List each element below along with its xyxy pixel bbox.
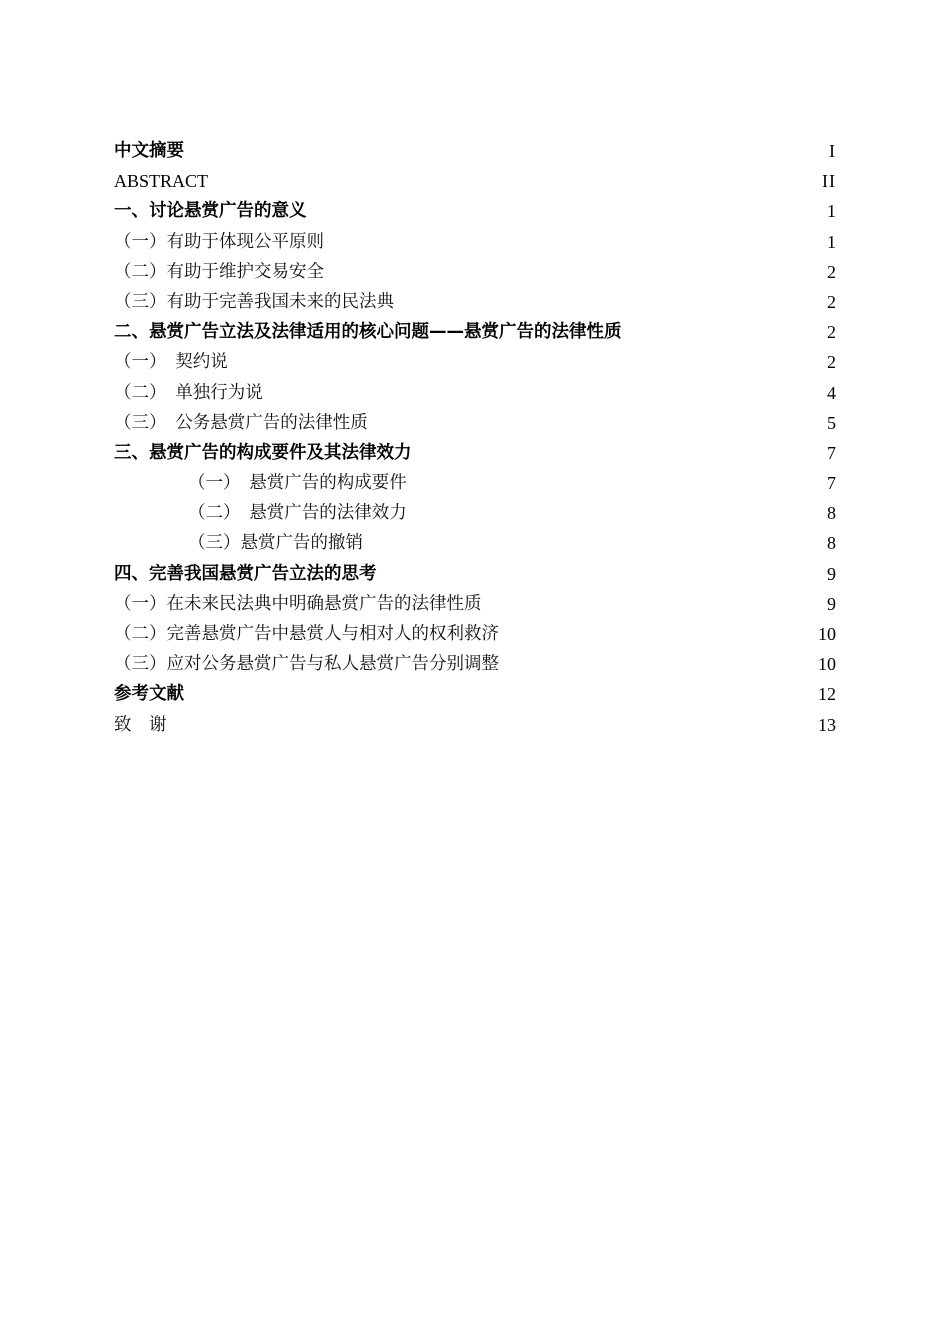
toc-entry-title: （二） 悬赏广告的法律效力: [188, 503, 407, 524]
toc-entry-title: （三）应对公务悬赏广告与私人悬赏广告分别调整: [114, 654, 499, 675]
toc-entry-chapter-2[interactable]: [114, 317, 836, 347]
toc-entry-page: 5: [827, 412, 836, 433]
toc-entry-section[interactable]: [114, 227, 836, 257]
toc-entry-section[interactable]: [114, 649, 836, 679]
toc-entry-title: 参考文献: [114, 684, 184, 705]
toc-entry-page: I: [829, 141, 836, 161]
toc-entry-acknowledgements[interactable]: [114, 710, 836, 740]
toc-entry-page: 2: [827, 322, 836, 343]
toc-entry-page: 9: [827, 563, 836, 584]
toc-entry-page: 1: [827, 201, 836, 222]
toc-entry-title: 三、悬赏广告的构成要件及其法律效力: [114, 442, 412, 463]
toc-entry-title: 中文摘要: [114, 141, 184, 161]
toc-entry-title: （一） 悬赏广告的构成要件: [188, 473, 407, 494]
toc-entry-abstract-cn[interactable]: [114, 136, 836, 166]
toc-entry-title: （一）有助于体现公平原则: [114, 231, 324, 252]
toc-entry-title: （一） 契约说: [114, 352, 228, 373]
toc-entry-title: 二、悬赏广告立法及法律适用的核心问题——悬赏广告的法律性质: [114, 322, 622, 343]
toc-entry-page: 9: [827, 593, 836, 614]
toc-entry-title: （二）完善悬赏广告中悬赏人与相对人的权利救济: [114, 624, 499, 644]
toc-entry-page: 1: [827, 231, 836, 252]
toc-entry-section[interactable]: [114, 287, 836, 317]
toc-entry-title: 四、完善我国悬赏广告立法的思考: [114, 563, 377, 584]
toc-entry-chapter-4[interactable]: [114, 559, 836, 589]
toc-entry-page: II: [822, 171, 836, 192]
toc-entry-page: 8: [827, 533, 836, 554]
toc-entry-references[interactable]: [114, 679, 836, 709]
toc-entry-title: 致 谢: [114, 714, 167, 735]
toc-entry-section[interactable]: [114, 347, 836, 377]
toc-entry-page: 2: [827, 261, 836, 282]
toc-entry-section[interactable]: [114, 498, 836, 528]
toc-entry-title: （三）悬赏广告的撤销: [188, 533, 363, 554]
toc-entry-title: 一、讨论悬赏广告的意义: [114, 201, 307, 222]
toc-entry-page: 12: [818, 684, 836, 705]
toc-entry-section[interactable]: [114, 619, 836, 649]
toc-entry-page: 10: [818, 624, 836, 644]
toc-entry-page: 7: [827, 442, 836, 463]
toc-entry-page: 7: [827, 473, 836, 494]
toc-entry-title: （一）在未来民法典中明确悬赏广告的法律性质: [114, 593, 482, 614]
toc-entry-section[interactable]: [114, 528, 836, 558]
toc-entry-section[interactable]: [114, 589, 836, 619]
toc-entry-page: 10: [818, 654, 836, 675]
toc-entry-page: 13: [818, 714, 836, 735]
toc-entry-page: 4: [827, 382, 836, 403]
toc-entry-section[interactable]: [114, 378, 836, 408]
table-of-contents: [114, 136, 836, 740]
toc-entry-page: 2: [827, 291, 836, 312]
toc-entry-section[interactable]: [114, 257, 836, 287]
toc-entry-chapter-3[interactable]: [114, 438, 836, 468]
toc-entry-abstract-en[interactable]: [114, 166, 836, 196]
toc-entry-page: 8: [827, 503, 836, 524]
toc-entry-chapter-1[interactable]: [114, 196, 836, 226]
toc-entry-title: （二）有助于维护交易安全: [114, 261, 324, 282]
toc-entry-title: （三）有助于完善我国未来的民法典: [114, 291, 394, 312]
toc-entry-title: ABSTRACT: [114, 171, 209, 192]
toc-entry-title: （二） 单独行为说: [114, 382, 263, 403]
toc-entry-section[interactable]: [114, 468, 836, 498]
toc-entry-title: （三） 公务悬赏广告的法律性质: [114, 412, 368, 433]
toc-entry-page: 2: [827, 352, 836, 373]
toc-entry-section[interactable]: [114, 408, 836, 438]
